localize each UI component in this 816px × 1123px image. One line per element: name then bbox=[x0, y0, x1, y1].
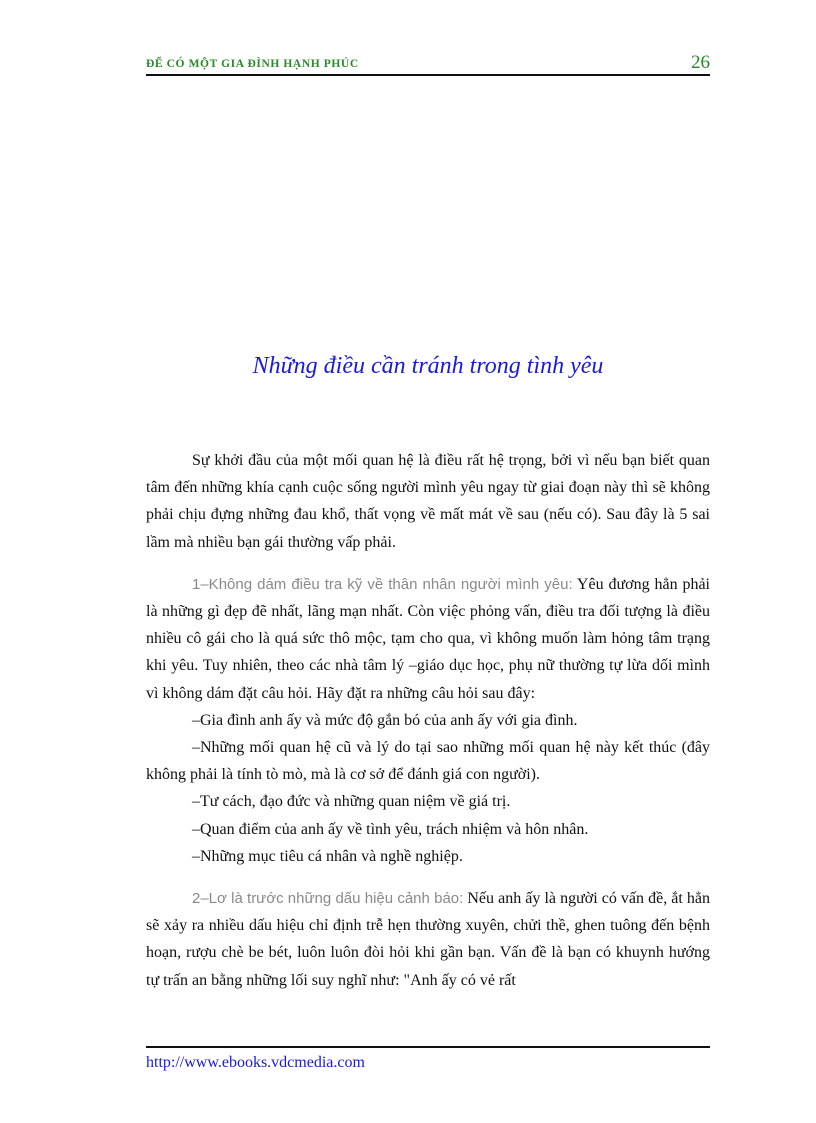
body-text bbox=[146, 447, 710, 994]
list-item: –Những mục tiêu cá nhân và nghề nghiệp. bbox=[192, 847, 463, 865]
footer-rule bbox=[146, 1046, 710, 1048]
page-footer bbox=[146, 1046, 710, 1072]
section-1-lead: 1–Không dám điều tra kỹ về thân nhân người mình yêu: bbox=[192, 575, 573, 593]
footer-link[interactable]: http://www.ebooks.vdcmedia.com bbox=[146, 1054, 365, 1071]
page-header bbox=[146, 50, 710, 76]
chapter-title: Những điều cần tránh trong tình yêu bbox=[252, 353, 604, 379]
intro-paragraph: Sự khởi đầu của một mối quan hệ là điều rất hệ trọng, bởi vì nếu bạn biết quan tâm đến những khía cạnh cuộc sống người mình yêu ngay từ giai đoạn này thì sẽ không phải chịu đựng những đau khổ, thất vọng về mất mát về sau (nếu có). Sau đây là 5 sai lầm mà nhiều bạn gái thường vấp phải. bbox=[146, 452, 710, 551]
section-2-lead: 2–Lơ là trước những dấu hiệu cảnh báo: bbox=[192, 890, 464, 908]
section-2-paragraph bbox=[146, 885, 710, 994]
section-2-text: Nếu anh ấy là người có vấn đề, ắt hẳn sẽ xảy ra nhiều dấu hiệu chỉ định trễ hẹn thường xuyên, chửi thề, ghen tuông đến bệnh hoạn, rượu chè be bét, luôn luôn đòi hỏi khi gần bạn. Vấn đề là bạn có khuynh hướng tự trấn an bằng những lối suy nghĩ như: "Anh ấy có vẻ rất bbox=[146, 890, 710, 989]
list-item: –Những mối quan hệ cũ và lý do tại sao những mối quan hệ này kết thúc (đây không phải là tính tò mò, mà là cơ sở để đánh giá con người). bbox=[146, 739, 710, 784]
section-1-text: Yêu đương hẳn phải là những gì đẹp đẽ nhất, lãng mạn nhất. Còn việc phỏng vấn, điều tra đối tượng là điều nhiều cô gái cho là quá sức thô mộc, tạm cho qua, vì không muốn làm hỏng tâm trạng khi yêu. Tuy nhiên, theo các nhà tâm lý –giáo dục học, phụ nữ thường tự lừa dối mình vì không dám đặt câu hỏi. Hãy đặt ra những câu hỏi sau đây: bbox=[146, 575, 711, 702]
list-item: –Gia đình anh ấy và mức độ gắn bó của anh ấy với gia đình. bbox=[192, 711, 578, 729]
list-item: –Quan điểm của anh ấy về tình yêu, trách nhiệm và hôn nhân. bbox=[192, 820, 589, 838]
list-item: –Tư cách, đạo đức và những quan niệm về giá trị. bbox=[192, 793, 511, 811]
page-number: 26 bbox=[691, 52, 710, 73]
header-rule bbox=[146, 74, 710, 76]
section-1-paragraph bbox=[146, 571, 710, 707]
book-title: ĐỂ CÓ MỘT GIA ĐÌNH HẠNH PHÚC bbox=[146, 58, 359, 70]
